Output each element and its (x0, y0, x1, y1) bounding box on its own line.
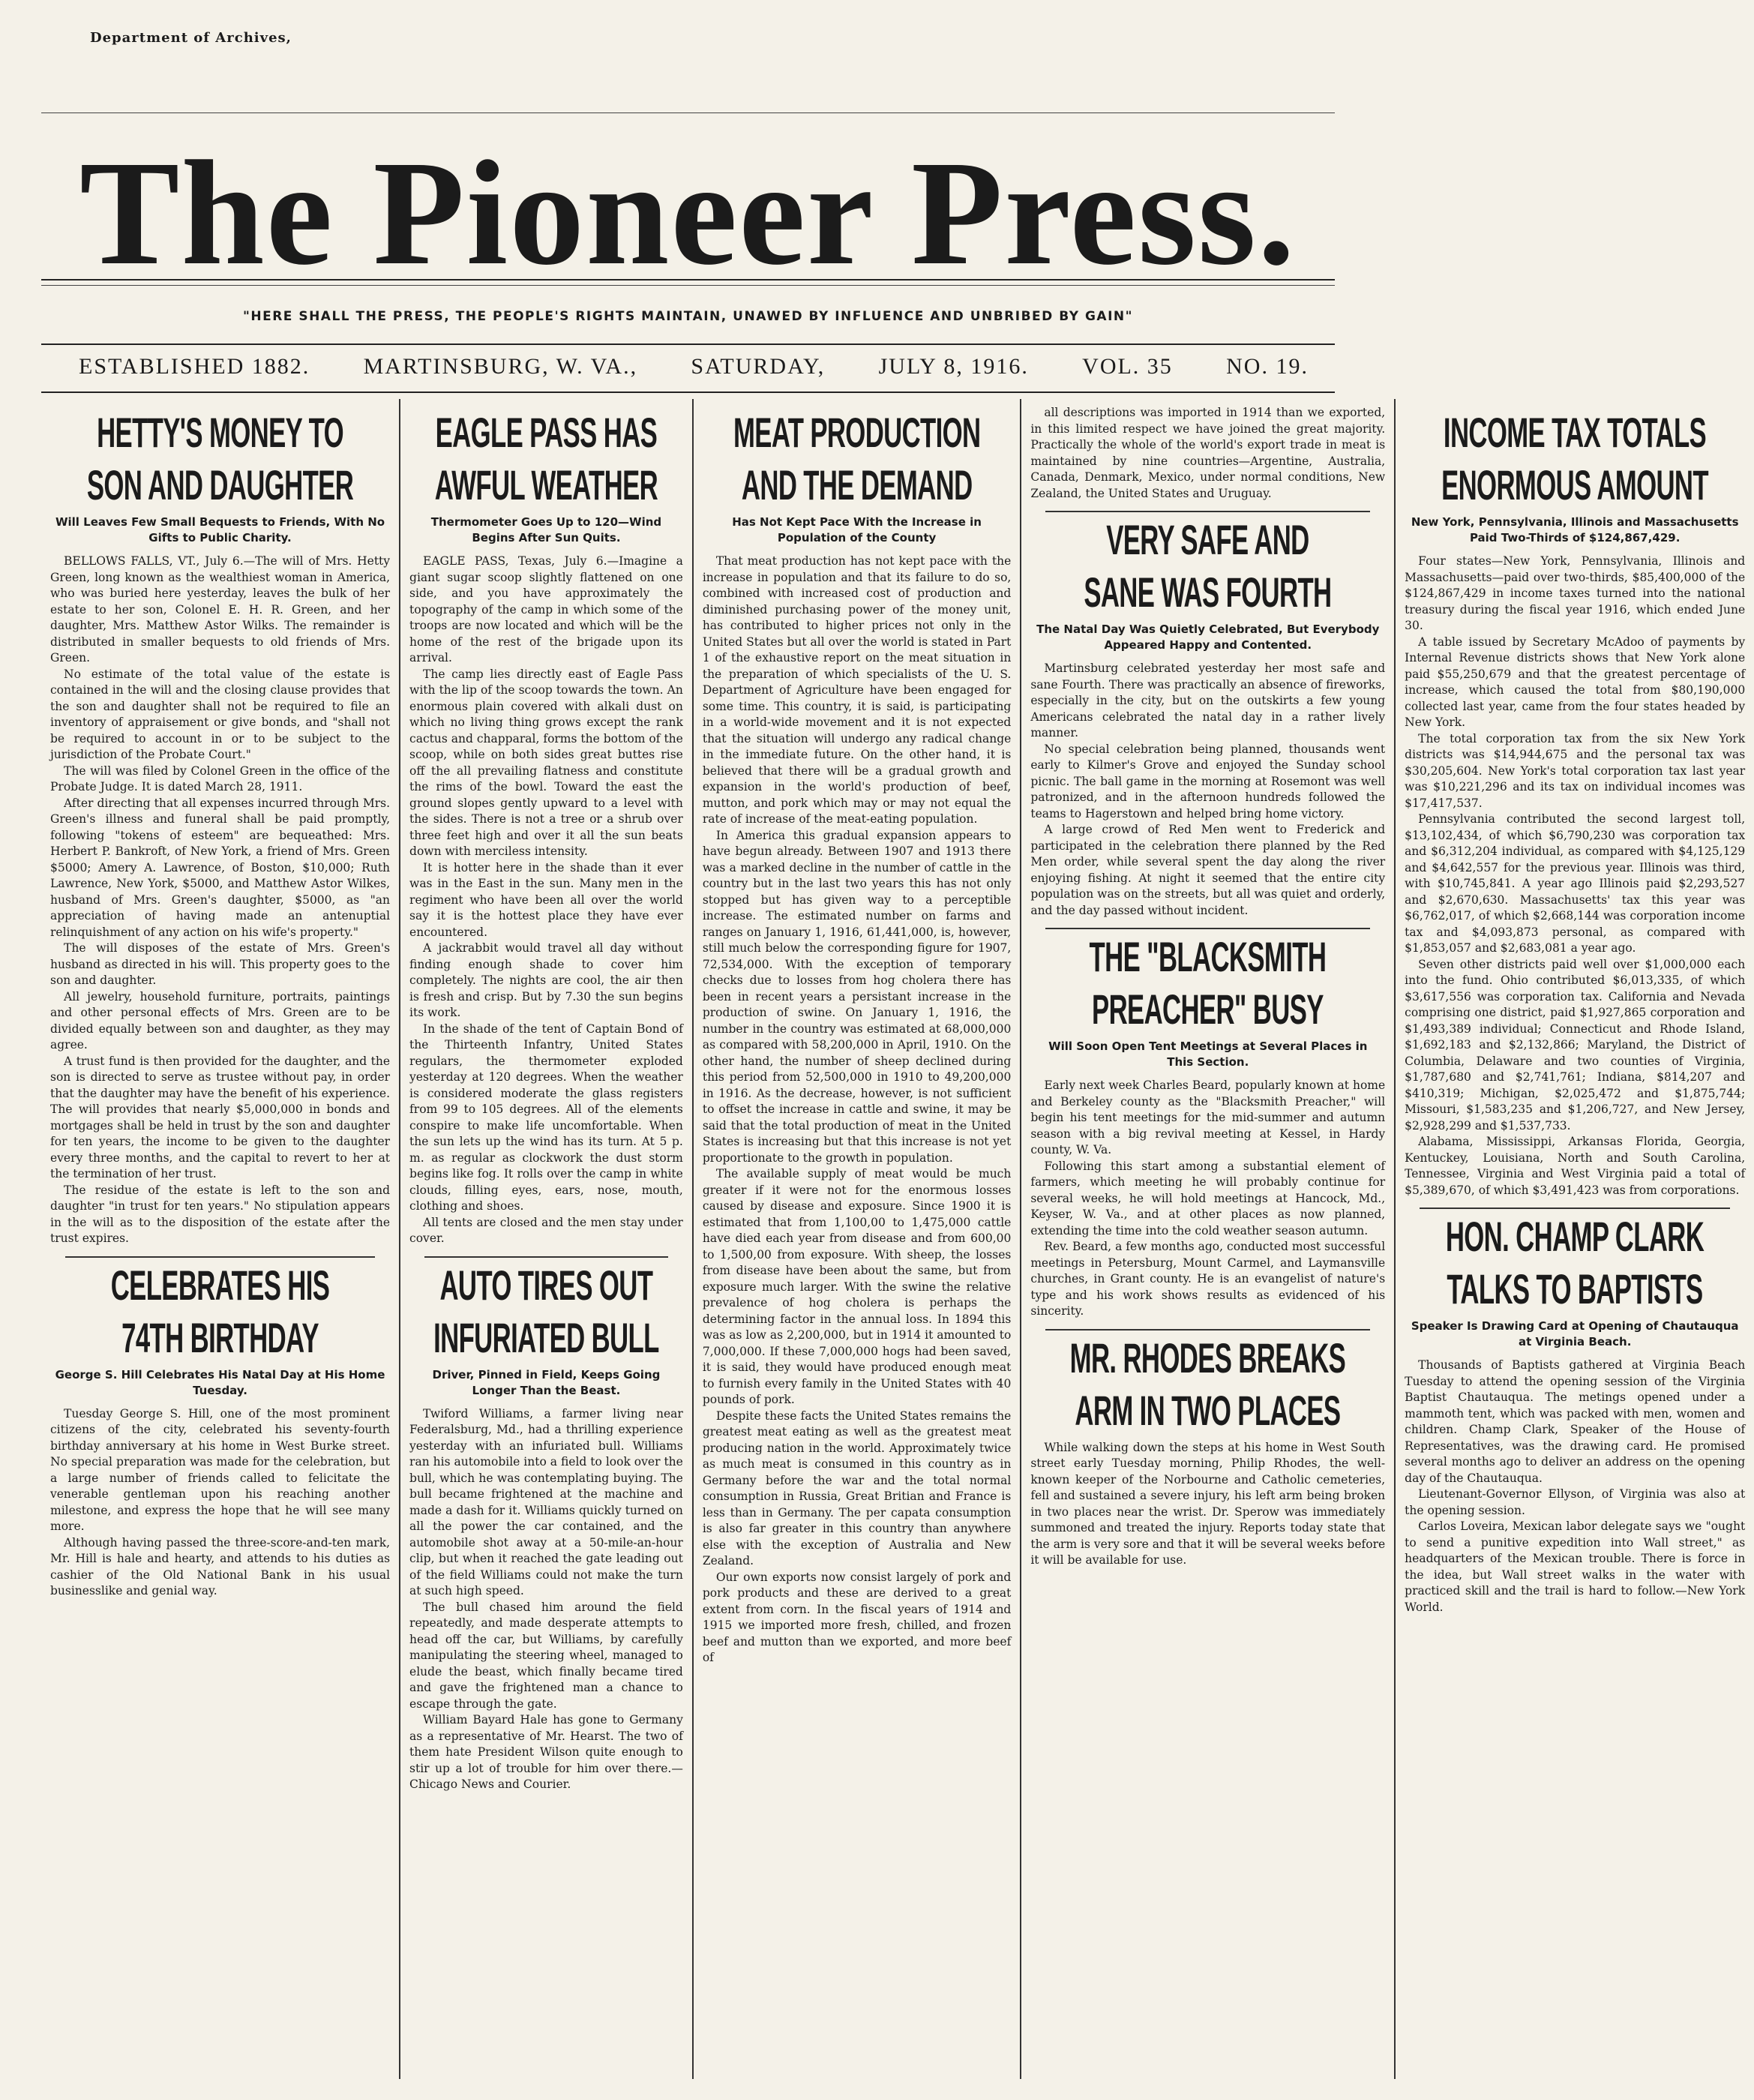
paragraph: Seven other districts paid well over $1,000,000 each into the fund. Ohio contributed $6,013,335, of which $3,617,556 was corporation tax. California and Nevada comprising one district, paid $1,927,865 corporation and $1,493,389 individual; Connecticut and Rhode Island, $1,692,183 and $2,132,866; Maryland, the District of Columbia, Delaware and two counties of Virginia, $1,787,680 and $2,741,761; Indiana, $814,207 and $410,319; Michigan, $2,025,472 and $1,875,744; Missouri, $1,583,235 and $1,206,727, and New Jersey, $2,928,299 and $1,537,733. (1405, 957, 1746, 1132)
motto: "HERE SHALL THE PRESS, THE PEOPLE'S RIGHTS MAINTAIN, UNAWED BY INFLUENCE AND UNBRIBED BY GAIN" (243, 309, 1133, 324)
article-separator (1420, 1208, 1730, 1209)
weekday: SATURDAY, (691, 354, 826, 379)
paragraph: Tuesday George S. Hill, one of the most prominent citizens of the city, celebrated his seventy-fourth birthday anniversary at his home in West Burke street. No special preparation was made for the celebration, but a large number of friends called to felicitate the venerable gentleman upon his reaching another milestone, and express the hope that he will see many more. (50, 1406, 391, 1533)
column-1 (41, 399, 399, 2079)
paragraph: Pennsylvania contributed the second largest toll, $13,102,434, of which $6,790,230 was corporation tax and $6,312,204 individual, as compared with $4,125,129 and $4,642,557 for the previous year. Illinois was third, with $10,745,841. A year ago Illinois paid $2,293,527 and $2,670,630. Massachusetts' tax this year was $6,762,017, of which $2,668,144 was corporation income tax and $4,093,873 personal, as compared with $1,853,057 and $2,683,081 a year ago. (1405, 812, 1746, 955)
paragraph: The available supply of meat would be much greater if it were not for the enormous losses caused by disease and exposure. Since 1900 it is estimated that from 1,100,00 to 1,475,000 cattle have died each year from disease and from 600,00 to 1,500,00 from exposure. With sheep, the losses from disease have been about the same, but from exposure much larger. With the swine the relative prevalence of hog cholera is perhaps the determining factor in the annual loss. In 1894 this was as low as 2,200,000, but in 1914 it amounted to 7,000,000. If these 7,000,000 hogs had been saved, it is said, they would have produced enough meat to furnish every family in the United States with 40 pounds of pork. (702, 1167, 1012, 1406)
article-columns (41, 399, 1746, 2079)
article-body (409, 554, 683, 1247)
paragraph: Twiford Williams, a farmer living near Federalsburg, Md., had a thrilling experience yesterday with an infuriated bull. Williams ran his automobile into a field to look over the bull, which he was contemplating buying. The bull became frightened at the machine and made a dash for it. Williams quickly turned on all the power the car contained, and the automobile shot away at a 50-mile-an-hour clip, but when it reached the gate leading out of the field Williams could not make the turn at such high speed. (409, 1406, 683, 1598)
paragraph: Alabama, Mississippi, Arkansas Florida, Georgia, Kentuckey, Louisiana, North and South Carolina, Tennessee, Virginia and West Virginia paid a total of $5,389,670, of which $3,491,423 was from corporations. (1405, 1135, 1746, 1197)
article-body (1030, 1078, 1385, 1320)
article (409, 410, 683, 1247)
paragraph: Despite these facts the United States remains the greatest meat eating as well as the greatest meat producing nation in the world. Approximately twice as much meat is consumed in this country as in Germany before the war and the total normal consumption in Russia, Great Britian and France is less than in Germany. The per capata consumption is also far greater in this country than anywhere else with the exception of Australia and New Zealand. (702, 1408, 1012, 1568)
dateline-rule-bottom (41, 392, 1335, 393)
subheadline: Speaker Is Drawing Card at Opening of Chautauqua at Virginia Beach. (1411, 1319, 1739, 1348)
article-body (703, 554, 1012, 1666)
paragraph: While walking down the steps at his home in West South street early Tuesday morning, Philip Rhodes, the well-known keeper of the Norbourne and Catholic cemeteries, fell and sustained a severe injury, his left arm being broken in two places near the wrist. Dr. Sperow was immediately summoned and treated the injury. Reports today state that the arm is very sore and that it will be several weeks before it will be available for use. (1030, 1440, 1386, 1567)
article-body (1030, 405, 1385, 502)
volume: VOL. 35 (1082, 354, 1173, 379)
paragraph: The residue of the estate is left to the son and daughter "in trust for ten years." No stipulation appears in the will as to the disposition of the estate after the trust expires. (50, 1183, 391, 1245)
paragraph: Rev. Beard, a few months ago, conducted most successful meetings in Petersburg, Mount Carmel, and Laymansville churches, in Grant county. He is an evangelist of nature's type and his work shows results as evidenced of his sincerity. (1030, 1240, 1386, 1318)
column-3 (692, 399, 1021, 2079)
subheadline: Will Soon Open Tent Meetings at Several Places in This Section. (1048, 1040, 1368, 1069)
paragraph: The will was filed by Colonel Green in the office of the Probate Judge. It is dated March 28, 1911. (50, 764, 391, 794)
headline: VERY SAFE AND (1106, 516, 1309, 563)
headline: PREACHER" BUSY (1092, 986, 1324, 1033)
paragraph: Following this start among a substantial element of farmers, which meeting he will probably continue for several weeks, he will hold meetings at Hancock, Md., Keyser, W. Va., and at other places as now planned, extending the time into the cold weather season autumn. (1030, 1159, 1386, 1238)
masthead-rule (41, 279, 1335, 280)
article-body (1405, 554, 1745, 1198)
article-body (50, 1406, 390, 1600)
headline: ENORMOUS AMOUNT (1441, 461, 1709, 508)
paragraph: In America this gradual expansion appears to have begun already. Between 1907 and 1913 there was a marked decline in the number of cattle in the country but in the last two years this has not only stopped but has given way to a perceptible increase. The estimated number on farms and ranges on January 1, 1916, 61,441,000, is, however, still much below the corresponding figure for 1907, 72,534,000. With the exception of temporary checks due to losses from hog cholera there has been in recent years a persistant increase in the production of swine. On January 1, 1916, the number in the country was estimated at 68,000,000 as compared with 58,200,000 in April, 1910. On the other hand, the number of sheep declined during this period from 52,500,000 in 1910 to 49,200,000 in 1916. As the decrease, however, is not sufficient to offset the increase in cattle and swine, it may be said that the total production of meat in the United States is increasing but that this increase is not yet proportionate to the growth in population. (702, 828, 1012, 1165)
paragraph: BELLOWS FALLS, VT., July 6.—The will of Mrs. Hetty Green, long known as the wealthiest woman in America, who was buried here yesterday, leaves the bulk of her estate to her son, Colonel E. H. R. Green, and her daughter, Mrs. Matthew Astor Wilks. The remainder is distributed in smaller bequests to old friends of Mrs. Green. (50, 554, 391, 664)
subheadline: The Natal Day Was Quietly Celebrated, But Everybody Appeared Happy and Contented. (1036, 622, 1380, 652)
established: ESTABLISHED 1882. (79, 354, 310, 379)
article-separator (65, 1256, 375, 1258)
article (1030, 405, 1385, 502)
paragraph: A table issued by Secretary McAdoo of payments by Internal Revenue districts shows that New York alone paid $55,250,679 and that the greatest percentage of increase, which caused the total from $80,190,000 collected last year, came from the four states headed by New York. (1405, 634, 1746, 729)
paragraph: Four states—New York, Pennsylvania, Illinois and Massachusetts—paid over two-thirds, $85,400,000 of the $124,867,429 in income taxes turned into the national treasury during the fiscal year 1916, which ended June 30. (1405, 554, 1746, 632)
headline: HETTY'S MONEY TO (97, 409, 343, 456)
paragraph: The total corporation tax from the six New York districts was $14,944,675 and the personal tax was $30,205,604. New York's total corporation tax last year was $10,221,296 and its tax on individual incomes was $17,417,537. (1405, 731, 1746, 810)
article (1030, 1335, 1385, 1569)
article (409, 1262, 683, 1793)
headline: CELEBRATES HIS (110, 1261, 330, 1309)
headline: MR. RHODES BREAKS (1069, 1334, 1346, 1382)
headline: SON AND DAUGHTER (86, 461, 354, 508)
headline: HON. CHAMP CLARK (1445, 1213, 1705, 1260)
paragraph: No special celebration being planned, thousands went early to Kilmer's Grove and enjoyed the Sunday school picnic. The ball game in the morning at Rosemont was well patronized, and in the afternoon hundreds followed the teams to Hagerstown and helped bring home victory. (1030, 742, 1386, 820)
article (1405, 1214, 1745, 1616)
headline: ARM IN TWO PLACES (1075, 1386, 1341, 1434)
subheadline: New York, Pennsylvania, Illinois and Massachusetts Paid Two-Thirds of $124,867,429. (1411, 515, 1739, 544)
masthead-title: The Pioneer Press. (79, 130, 1297, 296)
paragraph: EAGLE PASS, Texas, July 6.—Imagine a giant sugar scoop slightly flattened on one side, and you have approximately the topography of the camp in which some of the troops are now located and which will be the home of the rest of the brigade upon its arrival. (409, 554, 683, 664)
paragraph: A large crowd of Red Men went to Frederick and participated in the celebration there planned by the Red Men order, while several spent the day along the river enjoying fishing. At night it seemed that the entire city population was on the streets, but all was quiet and orderly, and the day passed without incident. (1030, 823, 1386, 917)
headline: AUTO TIRES OUT (439, 1261, 653, 1309)
subheadline: Thermometer Goes Up to 120—Wind Begins After Sun Quits. (430, 515, 662, 544)
article-body (1405, 1358, 1745, 1616)
headline: THE "BLACKSMITH (1089, 933, 1327, 980)
article-body (1030, 1440, 1385, 1569)
paragraph: William Bayard Hale has gone to Germany as a representative of Mr. Hearst. The two of them hate President Wilson quite enough to stir up a lot of trouble for him over there.—Chicago News and Courier. (409, 1713, 683, 1791)
headline: INCOME TAX TOTALS (1444, 409, 1707, 456)
paragraph: It is hotter here in the shade than it ever was in the East in the sun. Many men in the regiment who have been all over the world say it is the hottest place they have ever encountered. (409, 860, 683, 939)
paragraph: Our own exports now consist largely of pork and pork products and these are derived to a great extent from corn. In the fiscal years of 1914 and 1915 we imported more fresh, chilled, and frozen beef and mutton than we exported, and more beef of (702, 1570, 1012, 1664)
top-rule (41, 112, 1335, 113)
headline: MEAT PRODUCTION (733, 409, 981, 456)
headline: SANE WAS FOURTH (1084, 568, 1332, 616)
headline: EAGLE PASS HAS (435, 409, 658, 456)
paragraph: The will disposes of the estate of Mrs. Green's husband as directed in his will. This property goes to the son and daughter. (50, 941, 391, 987)
archive-stamp: Department of Archives, (90, 30, 292, 46)
article-separator (424, 1256, 668, 1258)
subheadline: Has Not Kept Pace With the Increase in Population of the County (732, 515, 982, 544)
paragraph: A jackrabbit would travel all day without finding enough shade to cover him completely. The nights are cool, the air then is fresh and crisp. But by 7.30 the sun begins its work. (409, 941, 683, 1019)
article (1030, 517, 1385, 919)
paragraph: The camp lies directly east of Eagle Pass with the lip of the scoop towards the town. An enormous plain covered with alkali dust on which no living thing grows except the rank cactus and chapparal, forms the bottom of the scoop, while on both sides great buttes rise off the all prevailing flatness and constitute the rims of the bowl. Toward the east the ground slopes gently upward to a level with the sides. There is not a tree or a shrub over three feet high and over it all the sun beats down with merciless intensity. (409, 667, 683, 858)
subheadline: Driver, Pinned in Field, Keeps Going Longer Than the Beast. (432, 1367, 661, 1397)
article-separator (1045, 928, 1370, 929)
subheadline: Will Leaves Few Small Bequests to Friends, With No Gifts to Public Charity. (55, 515, 385, 544)
article-body (409, 1406, 683, 1793)
dateline-rule-top (41, 344, 1335, 345)
paragraph: All jewelry, household furniture, portraits, paintings and other personal effects of Mrs. Green are to be divided equally between son and daughter, as they may agree. (50, 989, 391, 1052)
headline: AND THE DEMAND (741, 461, 973, 508)
article-separator (1045, 1329, 1370, 1330)
headline: TALKS TO BAPTISTS (1447, 1265, 1703, 1312)
article (703, 410, 1012, 1666)
headline: AWFUL WEATHER (434, 461, 658, 508)
column-5 (1394, 399, 1754, 2079)
headline: INFURIATED BULL (433, 1313, 659, 1361)
column-2 (399, 399, 692, 2079)
paragraph: The bull chased him around the field repeatedly, and made desperate attempts to head off the car, but Williams, by carefully manipulating the steering wheel, managed to elude the beast, which finally became tired and gave the frightened man a chance to escape through the gate. (409, 1600, 683, 1711)
article (50, 1262, 390, 1600)
paragraph: Thousands of Baptists gathered at Virginia Beach Tuesday to attend the opening session of the Virginia Baptist Chautauqua. The metings opened under a mammoth tent, which was packed with men, women and children. Champ Clark, Speaker of the House of Representatives, was the drawing card. He promised several months ago to deliver an address on the opening day of the Chautauqua. (1405, 1358, 1746, 1485)
dateline (79, 354, 1309, 380)
article-body (1030, 661, 1385, 919)
column-4 (1020, 399, 1394, 2079)
paragraph: After directing that all expenses incurred through Mrs. Green's illness and funeral shall be paid promptly, following "tokens of esteem" are bequeathed: Mrs. Herbert P. Bankroft, of New York, a friend of Mrs. Green $5000; Amery A. Lawrence, of Boston, $10,000; Ruth Lawrence, New York, $5000, and Matthew Astor Wilkes, husband of Mrs. Green's daughter, $5000, as "an appreciation of having made an antenuptial relinquishment of any action on his wife's property." (50, 796, 391, 939)
article-body (50, 554, 390, 1247)
paragraph: All tents are closed and the men stay under cover. (409, 1215, 683, 1245)
article (1405, 410, 1745, 1198)
article-separator (1045, 511, 1370, 512)
paragraph: Carlos Loveira, Mexican labor delegate says we "ought to send a punitive expedition into Wall street," as headquarters of the Mexican trouble. There is force in the idea, but Wall street walks in the water with practiced skill and the trail is hard to follow.—New York World. (1405, 1520, 1746, 1614)
paragraph: all descriptions was imported in 1914 than we exported, in this limited respect we have joined the great majority. Practically the whole of the world's export trade in meat is maintained by nine countries—Argentine, Australia, Canada, Denmark, Mexico, under normal conditions, New Zealand, the United States and Uruguay. (1030, 406, 1386, 500)
paragraph: Lieutenant-Governor Ellyson, of Virginia was also at the opening session. (1405, 1487, 1746, 1517)
paragraph: In the shade of the tent of Captain Bond of the Thirteenth Infantry, United States regulars, the thermometer exploded yesterday at 120 degrees. When the weather is considered moderate the glass registers from 99 to 105 degrees. All of the elements conspire to make life uncomfortable. When the sun lets up the wind has its turn. At 5 p. m. as regular as clockwork the dust storm begins like fog. It rolls over the camp in white clouds, filling eyes, ears, nose, mouth, clothing and shoes. (409, 1022, 683, 1213)
paragraph: Early next week Charles Beard, popularly known at home and Berkeley county as the "Blacksmith Preacher," will begin his tent meetings for the mid-summer and autumn season with a big revival meeting at Kessel, in Hardy county, W. Va. (1030, 1078, 1386, 1156)
masthead-rule-thin (41, 285, 1335, 286)
place: MARTINSBURG, W. VA., (363, 354, 638, 379)
issue-number: NO. 19. (1226, 354, 1309, 379)
paragraph: No estimate of the total value of the estate is contained in the will and the closing clause provides that the son and daughter shall not be required to file an inventory of appraisement or give bonds, and "shall not be required to account in or to be subject to the jurisdiction of the Probate Court." (50, 667, 391, 761)
headline: 74TH BIRTHDAY (121, 1313, 319, 1361)
issue-date: JULY 8, 1916. (878, 354, 1029, 379)
paragraph: Martinsburg celebrated yesterday her most safe and sane Fourth. There was practically an absence of fireworks, especially in the city, but on the outskirts a few young Americans celebrated the natal day in a rather lively manner. (1030, 662, 1386, 740)
paragraph: A trust fund is then provided for the daughter, and the son is directed to serve as trustee without pay, in order that the daughter may have the benefit of his experience. The will provides that nearly $5,000,000 in bonds and mortgages shall be held in trust by the son and daughter for ten years, the income to be given to the daughter every three months, and the capital to revert to her at the termination of her trust. (50, 1054, 391, 1180)
article (1030, 934, 1385, 1320)
article (50, 410, 390, 1247)
subheadline: George S. Hill Celebrates His Natal Day at His Home Tuesday. (55, 1367, 385, 1397)
paragraph: Although having passed the three-score-and-ten mark, Mr. Hill is hale and hearty, and attends to his duties as cashier of the Old National Bank in his usual businesslike and genial way. (50, 1535, 391, 1598)
paragraph: That meat production has not kept pace with the increase in population and that its failure to do so, combined with increased cost of production and diminished purchasing power of the money unit, has contributed to higher prices not only in the United States but all over the world is stated in Part 1 of the exhaustive report on the meat situation in the preparation of which specialists of the U. S. Department of Agriculture have been engaged for some time. This country, it is said, is participating in a world-wide movement and it is not expected that the situation will undergo any radical change in the immediate future. On the other hand, it is believed that there will be a gradual growth and expansion in the world's production of beef, mutton, and pork which may or may not equal the rate of increase of the meat-eating population. (702, 554, 1012, 826)
